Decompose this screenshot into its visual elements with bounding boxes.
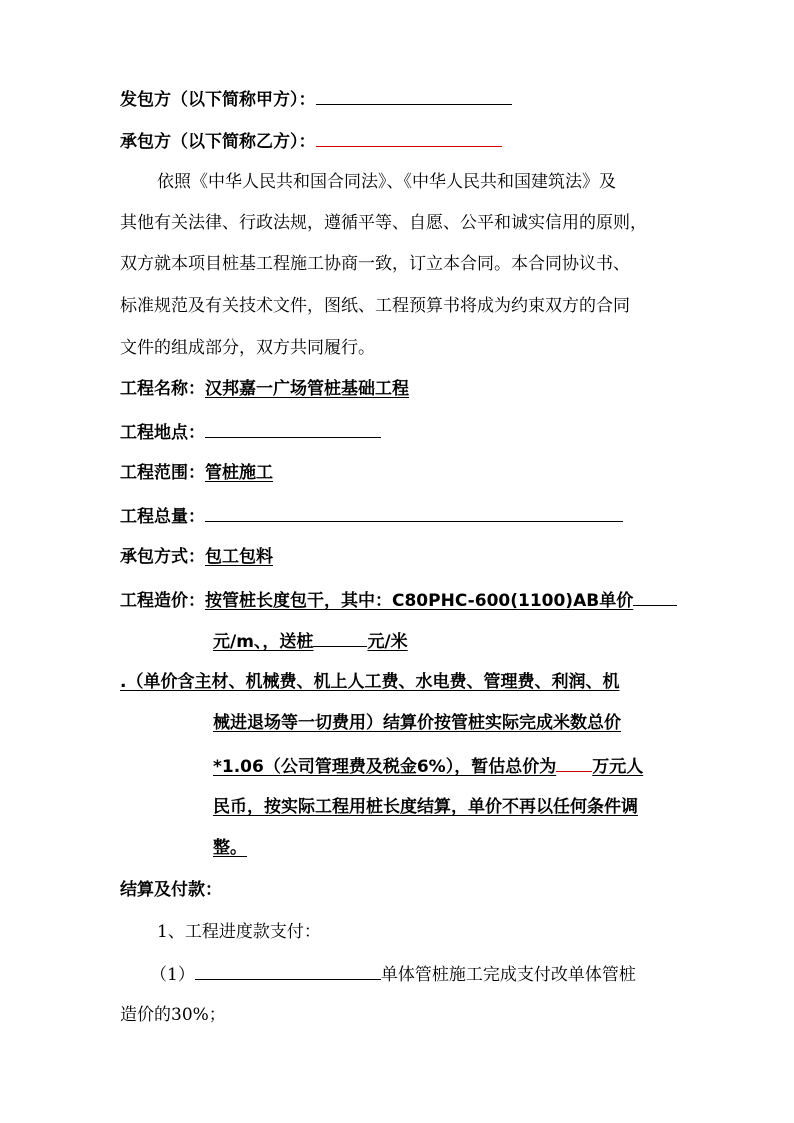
project-cost-text-1: 按管桩长度包干，其中：C80PHC-600(1100)AB单价 xyxy=(205,591,634,611)
contract-method-label: 承包方式： xyxy=(120,547,205,567)
party-b-blank xyxy=(316,130,502,147)
preamble-line-5: 文件的组成部分，双方共同履行。 xyxy=(120,338,375,358)
settlement-item-1-1-cont: 造价的30%； xyxy=(120,1005,226,1025)
project-cost-line-4: 械进退场等一切费用）结算价按管桩实际完成米数总价 xyxy=(213,713,621,733)
project-cost-line-7: 整。 xyxy=(213,838,247,858)
party-b-line xyxy=(120,130,502,152)
project-cost-line-1 xyxy=(120,589,677,611)
party-a-label: 发包方（以下简称甲方）： xyxy=(120,90,316,110)
party-a-blank xyxy=(316,88,512,105)
preamble-line-3: 双方就本项目桩基工程施工协商一致，订立本合同。本合同协议书、 xyxy=(120,254,630,274)
project-cost-text-2a: 元/m、，送桩 xyxy=(213,632,314,652)
project-scope-label: 工程范围： xyxy=(120,463,205,483)
preamble-line-2: 其他有关法律、行政法规，遵循平等、自愿、公平和诚实信用的原则， xyxy=(120,213,647,233)
settlement-item-1-1-suffix: 单体管桩施工完成支付改单体管桩 xyxy=(380,965,636,985)
contract-method-value: 包工包料 xyxy=(205,547,273,567)
project-location-line xyxy=(120,421,381,443)
unit-price-blank xyxy=(633,589,677,606)
estimated-total-blank xyxy=(556,755,592,772)
party-a-line xyxy=(120,88,512,110)
project-name-value: 汉邦嘉一广场管桩基础工程 xyxy=(205,379,409,399)
project-scope-line xyxy=(120,463,273,483)
pile-sending-price-blank xyxy=(313,630,367,647)
settlement-item-1-1-prefix: （1） xyxy=(150,965,195,985)
project-total-label: 工程总量： xyxy=(120,507,205,527)
party-b-label: 承包方（以下简称乙方）： xyxy=(120,132,316,152)
project-name-line xyxy=(120,379,409,399)
project-total-line xyxy=(120,505,623,527)
project-cost-line-6: 民币，按实际工程用桩长度结算，单价不再以任何条件调 xyxy=(213,797,638,817)
settlement-title: 结算及付款： xyxy=(120,880,222,900)
project-name-label: 工程名称： xyxy=(120,379,205,399)
contract-method-line xyxy=(120,547,273,567)
project-cost-text-5a: *1.06（公司管理费及税金6%），暂估总价为 xyxy=(213,757,557,777)
project-cost-label: 工程造价： xyxy=(120,591,205,611)
settlement-item-1-1 xyxy=(150,963,636,985)
project-cost-line-2 xyxy=(213,630,408,652)
project-cost-text-2b: 元/米 xyxy=(367,632,408,652)
project-total-blank xyxy=(205,505,623,522)
project-cost-line-3: .（单价含主材、机械费、机上人工费、水电费、管理费、利润、机 xyxy=(120,672,620,692)
project-scope-value: 管桩施工 xyxy=(205,463,273,483)
project-location-blank xyxy=(205,421,381,438)
settlement-item-1: 1、工程进度款支付： xyxy=(157,922,321,942)
settlement-item-1-1-blank xyxy=(195,963,381,980)
project-cost-line-5 xyxy=(213,755,643,777)
preamble-line-4: 标准规范及有关技术文件，图纸、工程预算书将成为约束双方的合同 xyxy=(120,296,630,316)
preamble-line-1: 依照《中华人民共和国合同法》、《中华人民共和国建筑法》及 xyxy=(157,172,616,192)
project-cost-text-5b: 万元人 xyxy=(592,757,644,777)
project-location-label: 工程地点： xyxy=(120,423,205,443)
